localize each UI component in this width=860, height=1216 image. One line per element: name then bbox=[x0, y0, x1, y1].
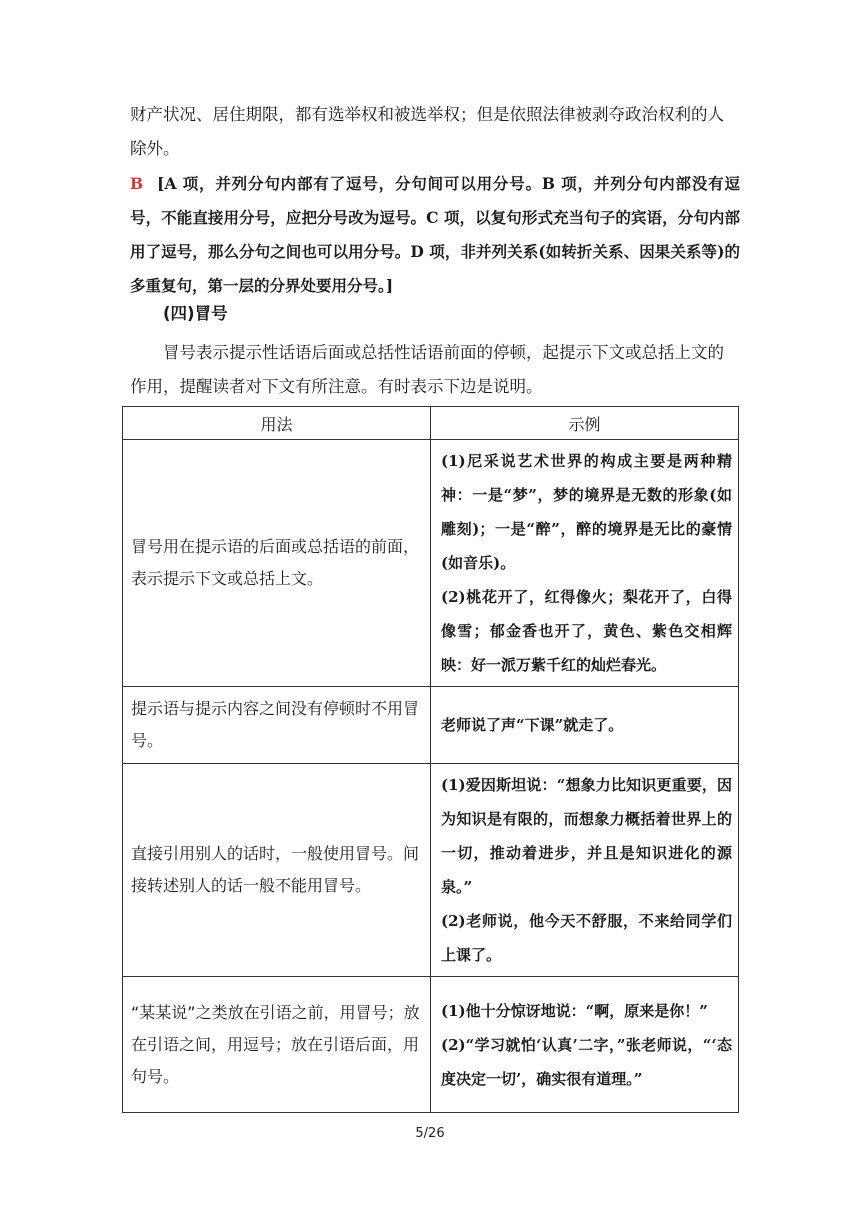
example-cell bbox=[431, 687, 739, 764]
section-title: (四)冒号 bbox=[163, 304, 228, 323]
header-usage: 用法 bbox=[123, 407, 431, 440]
intro-paragraph: 财产状况、居住期限，都有选举权和被选举权；但是依照法律被剥夺政治权利的人除外。 bbox=[130, 105, 724, 158]
page-number: 5/26 bbox=[415, 1126, 445, 1141]
example-text: 老师说了声“下课”就走了。 bbox=[441, 716, 624, 734]
table-row bbox=[123, 687, 739, 764]
usage-cell: “某某说”之类放在引语之前，用冒号；放在引语之间，用逗号；放在引语后面，用句号。 bbox=[123, 977, 431, 1113]
table-header-row bbox=[123, 407, 739, 440]
table-row bbox=[123, 977, 739, 1113]
example-text: (1)爱因斯坦说：“想象力比知识更重要，因为知识是有限的，而想象力概括着世界上的一切，推动着进步，并且是知识进化的源泉。” bbox=[441, 776, 732, 896]
table-row bbox=[123, 440, 739, 687]
answer-letter: B bbox=[130, 174, 144, 193]
example-text: (1)尼采说艺术世界的构成主要是两种精神：一是“梦”，梦的境界是无数的形象(如雕刻)；一是“醉”，醉的境界是无比的豪情(如音乐)。 bbox=[441, 452, 732, 572]
usage-cell: 直接引用别人的话时，一般使用冒号。间接转述别人的话一般不能用冒号。 bbox=[123, 764, 431, 977]
colon-usage-table bbox=[122, 406, 739, 1113]
example-text: (2)老师说，他今天不舒服，不来给同学们上课了。 bbox=[441, 912, 732, 964]
example-text: (1)他十分惊讶地说：“啊，原来是你！” bbox=[441, 1001, 708, 1020]
answer-block bbox=[130, 167, 740, 303]
example-cell bbox=[431, 977, 739, 1113]
example-cell bbox=[431, 764, 739, 977]
header-example: 示例 bbox=[431, 407, 739, 440]
answer-explanation: [A 项，并列分句内部有了逗号，分句间可以用分号。B 项，并列分句内部没有逗号，不能直接用分号，应把分号改为逗号。C 项，以复句形式充当句子的宾语，分句内部用了逗号，那么分句之间也可以用分号。D 项，非并列关系(如转折关系、因果关系等)的多重复句，第一层的分界处要用分号。] bbox=[130, 174, 740, 295]
table-row bbox=[123, 764, 739, 977]
example-cell bbox=[431, 440, 739, 687]
example-text: (2)“学习就怕‘认真’二字，”张老师说，“‘态度决定一切’，确实很有道理。” bbox=[441, 1035, 732, 1088]
section-description: 冒号表示提示性话语后面或总括性话语前面的停顿，起提示下文或总括上文的作用，提醒读者对下文有所注意。有时表示下边是说明。 bbox=[130, 343, 724, 396]
usage-cell: 提示语与提示内容之间没有停顿时不用冒号。 bbox=[123, 687, 431, 764]
usage-cell: 冒号用在提示语的后面或总括语的前面，表示提示下文或总括上文。 bbox=[123, 440, 431, 687]
example-text: (2)桃花开了，红得像火；梨花开了，白得像雪；郁金香也开了，黄色、紫色交相辉映：好一派万紫千红的灿烂春光。 bbox=[441, 588, 732, 674]
